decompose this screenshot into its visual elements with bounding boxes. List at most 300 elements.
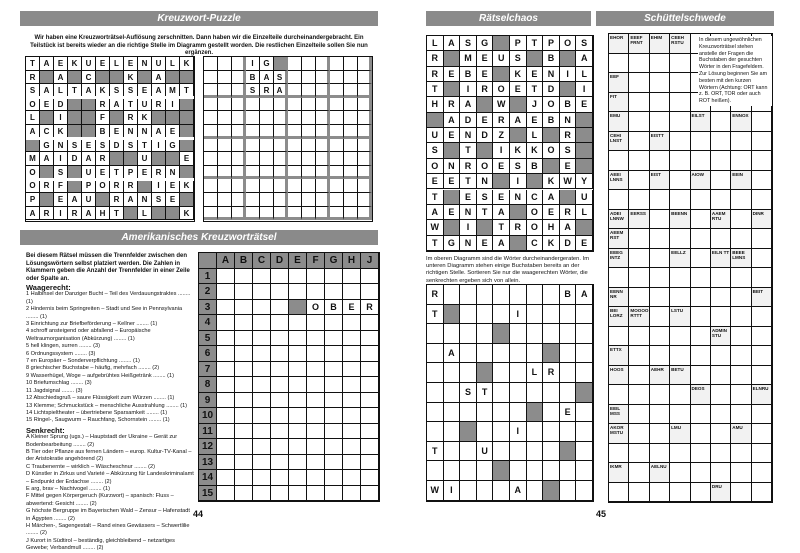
- schuettel-answer-cell[interactable]: [609, 483, 629, 503]
- answer-cell[interactable]: [361, 284, 379, 300]
- target-cell[interactable]: [302, 166, 316, 180]
- chaos-bottom-cell[interactable]: [576, 363, 593, 383]
- answer-cell[interactable]: [235, 377, 253, 393]
- answer-cell[interactable]: [343, 315, 361, 331]
- schuettel-answer-cell[interactable]: [650, 307, 670, 327]
- chaos-bottom-cell[interactable]: [444, 383, 461, 403]
- chaos-bottom-cell[interactable]: [493, 324, 510, 344]
- chaos-bottom-cell[interactable]: [576, 305, 593, 325]
- target-cell[interactable]: [288, 71, 302, 85]
- target-cell[interactable]: [302, 71, 316, 85]
- schuettel-answer-cell[interactable]: [670, 288, 690, 308]
- schuettel-answer-cell[interactable]: [609, 444, 629, 464]
- chaos-bottom-cell[interactable]: [560, 383, 577, 403]
- schuettel-answer-cell[interactable]: [691, 288, 711, 308]
- chaos-bottom-cell[interactable]: [543, 481, 560, 501]
- answer-cell[interactable]: [289, 393, 307, 409]
- target-cell[interactable]: [358, 125, 372, 139]
- schuettel-answer-cell[interactable]: [650, 405, 670, 425]
- answer-cell[interactable]: [253, 269, 271, 285]
- chaos-bottom-cell[interactable]: [460, 481, 477, 501]
- answer-cell[interactable]: [235, 269, 253, 285]
- answer-cell[interactable]: [217, 362, 235, 378]
- answer-cell[interactable]: [307, 393, 325, 409]
- answer-cell[interactable]: [289, 362, 307, 378]
- answer-cell[interactable]: [235, 393, 253, 409]
- target-cell[interactable]: [218, 179, 232, 193]
- target-cell[interactable]: [316, 179, 330, 193]
- answer-cell[interactable]: [289, 284, 307, 300]
- schuettel-answer-cell[interactable]: [609, 385, 629, 405]
- schuettel-answer-cell[interactable]: [711, 346, 731, 366]
- target-cell[interactable]: [330, 125, 344, 139]
- answer-cell[interactable]: [361, 393, 379, 409]
- schuettel-answer-cell[interactable]: [650, 210, 670, 230]
- chaos-bottom-cell[interactable]: [527, 422, 544, 442]
- answer-cell[interactable]: [343, 269, 361, 285]
- answer-cell[interactable]: [343, 331, 361, 347]
- answer-cell[interactable]: [253, 300, 271, 316]
- answer-cell[interactable]: [361, 455, 379, 471]
- answer-cell[interactable]: [271, 393, 289, 409]
- chaos-bottom-cell[interactable]: [460, 344, 477, 364]
- chaos-bottom-cell[interactable]: [576, 403, 593, 423]
- schuettel-answer-cell[interactable]: [711, 112, 731, 132]
- answer-cell[interactable]: [271, 315, 289, 331]
- target-cell[interactable]: [330, 207, 344, 221]
- target-cell[interactable]: [302, 207, 316, 221]
- answer-cell[interactable]: [289, 424, 307, 440]
- schuettel-answer-cell[interactable]: [629, 268, 649, 288]
- target-cell[interactable]: [288, 111, 302, 125]
- chaos-bottom-cell[interactable]: [460, 442, 477, 462]
- chaos-bottom-cell[interactable]: T: [427, 305, 444, 325]
- schuettel-answer-cell[interactable]: [752, 190, 772, 210]
- schuettel-answer-cell[interactable]: [752, 249, 772, 269]
- answer-cell[interactable]: [307, 377, 325, 393]
- schuettel-answer-cell[interactable]: [670, 405, 690, 425]
- target-cell[interactable]: [204, 98, 218, 112]
- schuettel-answer-cell[interactable]: [711, 171, 731, 191]
- target-cell[interactable]: [232, 125, 246, 139]
- chaos-bottom-cell[interactable]: [510, 383, 527, 403]
- chaos-bottom-cell[interactable]: [477, 481, 494, 501]
- target-cell[interactable]: [246, 111, 260, 125]
- schuettel-answer-cell[interactable]: [629, 327, 649, 347]
- target-cell[interactable]: [204, 152, 218, 166]
- target-cell[interactable]: [260, 193, 274, 207]
- chaos-bottom-cell[interactable]: [493, 305, 510, 325]
- target-cell[interactable]: [218, 139, 232, 153]
- answer-cell[interactable]: [343, 393, 361, 409]
- chaos-bottom-cell[interactable]: [477, 285, 494, 305]
- schuettel-answer-cell[interactable]: [752, 327, 772, 347]
- target-cell[interactable]: [274, 193, 288, 207]
- target-cell[interactable]: [358, 152, 372, 166]
- schuettel-answer-cell[interactable]: [609, 151, 629, 171]
- schuettel-answer-cell[interactable]: [650, 288, 670, 308]
- schuettel-answer-cell[interactable]: [752, 424, 772, 444]
- schuettel-answer-cell[interactable]: [629, 132, 649, 152]
- schuettel-answer-cell[interactable]: [711, 288, 731, 308]
- target-cell[interactable]: [218, 57, 232, 71]
- target-cell[interactable]: I: [246, 57, 260, 71]
- chaos-bottom-cell[interactable]: [427, 344, 444, 364]
- chaos-bottom-cell[interactable]: [543, 461, 560, 481]
- schuettel-answer-cell[interactable]: [711, 463, 731, 483]
- chaos-bottom-cell[interactable]: S: [460, 383, 477, 403]
- chaos-bottom-cell[interactable]: R: [543, 363, 560, 383]
- chaos-bottom-cell[interactable]: [527, 344, 544, 364]
- answer-cell[interactable]: [289, 346, 307, 362]
- answer-cell[interactable]: [343, 346, 361, 362]
- target-cell[interactable]: [358, 179, 372, 193]
- target-cell[interactable]: [274, 57, 288, 71]
- chaos-bottom-cell[interactable]: [493, 383, 510, 403]
- schuettel-answer-cell[interactable]: [711, 405, 731, 425]
- chaos-bottom-cell[interactable]: [576, 442, 593, 462]
- chaos-bottom-cell[interactable]: [527, 305, 544, 325]
- target-cell[interactable]: [232, 84, 246, 98]
- chaos-bottom-cell[interactable]: [527, 383, 544, 403]
- target-cell[interactable]: [260, 207, 274, 221]
- answer-cell[interactable]: [325, 269, 343, 285]
- answer-cell[interactable]: [289, 377, 307, 393]
- chaos-bottom-cell[interactable]: A: [444, 344, 461, 364]
- answer-cell[interactable]: [343, 377, 361, 393]
- schuettel-answer-cell[interactable]: [752, 268, 772, 288]
- chaos-bottom-cell[interactable]: [510, 403, 527, 423]
- schuettel-answer-cell[interactable]: [670, 151, 690, 171]
- schuettel-answer-cell[interactable]: [691, 190, 711, 210]
- chaos-bottom-cell[interactable]: [527, 324, 544, 344]
- target-cell[interactable]: [344, 193, 358, 207]
- schuettel-answer-cell[interactable]: [691, 307, 711, 327]
- chaos-bottom-cell[interactable]: [493, 461, 510, 481]
- chaos-bottom-cell[interactable]: [560, 324, 577, 344]
- answer-cell[interactable]: [271, 470, 289, 486]
- target-cell[interactable]: [274, 111, 288, 125]
- schuettel-answer-cell[interactable]: [731, 307, 751, 327]
- answer-cell[interactable]: [289, 269, 307, 285]
- answer-cell[interactable]: [325, 408, 343, 424]
- schuettel-answer-cell[interactable]: [629, 249, 649, 269]
- target-cell[interactable]: [246, 125, 260, 139]
- schuettel-answer-cell[interactable]: [731, 444, 751, 464]
- chaos-bottom-cell[interactable]: [444, 422, 461, 442]
- answer-cell[interactable]: [235, 408, 253, 424]
- answer-cell[interactable]: [361, 362, 379, 378]
- chaos-bottom-cell[interactable]: [543, 285, 560, 305]
- target-cell[interactable]: [232, 111, 246, 125]
- target-cell[interactable]: [344, 152, 358, 166]
- schuettel-answer-cell[interactable]: [629, 151, 649, 171]
- target-cell[interactable]: B: [246, 71, 260, 85]
- target-cell[interactable]: [316, 84, 330, 98]
- answer-cell[interactable]: [343, 486, 361, 502]
- target-cell[interactable]: R: [260, 84, 274, 98]
- chaos-bottom-cell[interactable]: [527, 481, 544, 501]
- schuettel-answer-cell[interactable]: [752, 171, 772, 191]
- schuettel-answer-cell[interactable]: [752, 132, 772, 152]
- target-cell[interactable]: [302, 193, 316, 207]
- answer-cell[interactable]: [217, 300, 235, 316]
- target-cell[interactable]: [330, 179, 344, 193]
- answer-cell[interactable]: [271, 439, 289, 455]
- target-cell[interactable]: [288, 152, 302, 166]
- answer-cell[interactable]: [361, 424, 379, 440]
- schuettel-answer-cell[interactable]: [670, 444, 690, 464]
- target-cell[interactable]: [316, 57, 330, 71]
- answer-cell[interactable]: [235, 486, 253, 502]
- schuettel-answer-cell[interactable]: [711, 190, 731, 210]
- target-cell[interactable]: [274, 207, 288, 221]
- target-cell[interactable]: [316, 111, 330, 125]
- chaos-bottom-cell[interactable]: [510, 363, 527, 383]
- schuettel-answer-cell[interactable]: [650, 385, 670, 405]
- answer-cell[interactable]: [307, 470, 325, 486]
- schuettel-answer-cell[interactable]: [670, 483, 690, 503]
- schuettel-answer-cell[interactable]: [650, 151, 670, 171]
- schuettel-answer-cell[interactable]: [711, 366, 731, 386]
- target-cell[interactable]: [302, 98, 316, 112]
- answer-cell[interactable]: [271, 362, 289, 378]
- chaos-bottom-cell[interactable]: [560, 481, 577, 501]
- answer-cell[interactable]: [307, 439, 325, 455]
- answer-cell[interactable]: [325, 424, 343, 440]
- schuettel-answer-cell[interactable]: [629, 112, 649, 132]
- chaos-bottom-cell[interactable]: [477, 344, 494, 364]
- schuettel-answer-cell[interactable]: [650, 346, 670, 366]
- schuettel-answer-cell[interactable]: [752, 444, 772, 464]
- answer-cell[interactable]: [343, 470, 361, 486]
- schuettel-answer-cell[interactable]: [650, 54, 670, 74]
- target-cell[interactable]: [302, 152, 316, 166]
- schuettel-answer-cell[interactable]: [629, 366, 649, 386]
- target-cell[interactable]: [260, 125, 274, 139]
- answer-cell[interactable]: [343, 284, 361, 300]
- schuettel-answer-cell[interactable]: [629, 288, 649, 308]
- schuettel-answer-cell[interactable]: [629, 346, 649, 366]
- schuettel-answer-cell[interactable]: [691, 132, 711, 152]
- schuettel-answer-cell[interactable]: [752, 112, 772, 132]
- target-cell[interactable]: [344, 71, 358, 85]
- target-cell[interactable]: [274, 166, 288, 180]
- chaos-bottom-cell[interactable]: [510, 442, 527, 462]
- target-cell[interactable]: [260, 139, 274, 153]
- answer-cell[interactable]: [253, 393, 271, 409]
- answer-cell[interactable]: [343, 439, 361, 455]
- answer-cell[interactable]: [289, 486, 307, 502]
- chaos-bottom-cell[interactable]: [543, 403, 560, 423]
- chaos-bottom-cell[interactable]: [427, 422, 444, 442]
- chaos-bottom-cell[interactable]: [510, 344, 527, 364]
- target-cell[interactable]: [344, 111, 358, 125]
- target-cell[interactable]: [358, 98, 372, 112]
- schuettel-answer-cell[interactable]: [731, 229, 751, 249]
- schuettel-answer-cell[interactable]: [629, 190, 649, 210]
- chaos-bottom-cell[interactable]: [543, 442, 560, 462]
- schuettel-answer-cell[interactable]: [629, 171, 649, 191]
- schuettel-answer-cell[interactable]: [629, 405, 649, 425]
- target-cell[interactable]: A: [260, 71, 274, 85]
- schuettel-answer-cell[interactable]: [650, 483, 670, 503]
- answer-cell[interactable]: [325, 377, 343, 393]
- target-cell[interactable]: [218, 71, 232, 85]
- chaos-bottom-cell[interactable]: [444, 305, 461, 325]
- schuettel-answer-cell[interactable]: [629, 444, 649, 464]
- target-cell[interactable]: [204, 111, 218, 125]
- answer-cell[interactable]: [217, 470, 235, 486]
- chaos-bottom-cell[interactable]: [576, 324, 593, 344]
- chaos-bottom-cell[interactable]: [427, 403, 444, 423]
- target-cell[interactable]: [218, 111, 232, 125]
- answer-cell[interactable]: [235, 346, 253, 362]
- schuettel-answer-cell[interactable]: [691, 483, 711, 503]
- answer-cell[interactable]: [307, 315, 325, 331]
- schuettel-answer-cell[interactable]: [731, 405, 751, 425]
- chaos-bottom-cell[interactable]: [444, 403, 461, 423]
- chaos-bottom-cell[interactable]: [560, 461, 577, 481]
- target-cell[interactable]: [232, 57, 246, 71]
- amerikanisches-grid[interactable]: [198, 252, 380, 502]
- target-cell[interactable]: [288, 207, 302, 221]
- schuettel-answer-cell[interactable]: [752, 151, 772, 171]
- schuettel-answer-cell[interactable]: [691, 424, 711, 444]
- target-cell[interactable]: [288, 193, 302, 207]
- schuettel-answer-cell[interactable]: [731, 151, 751, 171]
- target-cell[interactable]: [330, 166, 344, 180]
- target-cell[interactable]: [204, 125, 218, 139]
- schuettel-answer-cell[interactable]: [711, 307, 731, 327]
- schuettel-answer-cell[interactable]: [609, 327, 629, 347]
- answer-cell[interactable]: [217, 346, 235, 362]
- target-cell[interactable]: [204, 166, 218, 180]
- answer-cell[interactable]: [253, 284, 271, 300]
- chaos-bottom-cell[interactable]: [460, 403, 477, 423]
- schuettel-answer-cell[interactable]: [731, 327, 751, 347]
- chaos-bottom-cell[interactable]: [493, 481, 510, 501]
- answer-cell[interactable]: B: [325, 300, 343, 316]
- schuettel-answer-cell[interactable]: [711, 385, 731, 405]
- answer-cell[interactable]: [271, 424, 289, 440]
- chaos-bottom-cell[interactable]: [493, 285, 510, 305]
- target-cell[interactable]: [246, 179, 260, 193]
- chaos-bottom-cell[interactable]: T: [477, 383, 494, 403]
- chaos-bottom-cell[interactable]: E: [560, 403, 577, 423]
- schuettel-answer-cell[interactable]: [711, 132, 731, 152]
- target-cell[interactable]: [316, 152, 330, 166]
- target-cell[interactable]: [358, 71, 372, 85]
- answer-cell[interactable]: [235, 300, 253, 316]
- chaos-bottom-cell[interactable]: [510, 461, 527, 481]
- target-cell[interactable]: [246, 207, 260, 221]
- answer-cell[interactable]: [253, 439, 271, 455]
- chaos-bottom-grid[interactable]: [426, 284, 594, 502]
- target-cell[interactable]: [218, 98, 232, 112]
- target-cell[interactable]: [260, 179, 274, 193]
- target-cell[interactable]: [218, 152, 232, 166]
- schuettel-answer-cell[interactable]: [629, 463, 649, 483]
- answer-cell[interactable]: [361, 377, 379, 393]
- chaos-bottom-cell[interactable]: [510, 324, 527, 344]
- target-cell[interactable]: [330, 57, 344, 71]
- schuettel-answer-cell[interactable]: [629, 424, 649, 444]
- target-cell[interactable]: [274, 179, 288, 193]
- target-cell[interactable]: [358, 166, 372, 180]
- chaos-bottom-cell[interactable]: [460, 461, 477, 481]
- target-cell[interactable]: [204, 207, 218, 221]
- chaos-bottom-cell[interactable]: [427, 383, 444, 403]
- chaos-bottom-cell[interactable]: [444, 285, 461, 305]
- answer-cell[interactable]: [361, 439, 379, 455]
- target-cell[interactable]: [232, 166, 246, 180]
- answer-cell[interactable]: [325, 284, 343, 300]
- chaos-bottom-cell[interactable]: [576, 461, 593, 481]
- schuettel-answer-cell[interactable]: [670, 171, 690, 191]
- answer-cell[interactable]: [343, 362, 361, 378]
- target-cell[interactable]: [204, 139, 218, 153]
- target-cell[interactable]: A: [274, 84, 288, 98]
- target-cell[interactable]: [316, 125, 330, 139]
- chaos-bottom-cell[interactable]: [543, 422, 560, 442]
- schuettel-answer-cell[interactable]: [691, 229, 711, 249]
- chaos-bottom-cell[interactable]: I: [510, 305, 527, 325]
- schuettel-answer-cell[interactable]: [691, 249, 711, 269]
- answer-cell[interactable]: [325, 486, 343, 502]
- answer-cell[interactable]: [235, 470, 253, 486]
- chaos-bottom-cell[interactable]: [460, 285, 477, 305]
- target-cell[interactable]: [302, 111, 316, 125]
- answer-cell[interactable]: [253, 470, 271, 486]
- target-cell[interactable]: [246, 98, 260, 112]
- answer-cell[interactable]: [289, 300, 307, 316]
- target-cell[interactable]: [344, 57, 358, 71]
- schuettel-answer-cell[interactable]: [629, 483, 649, 503]
- schuettel-answer-cell[interactable]: [609, 268, 629, 288]
- schuettel-answer-cell[interactable]: [650, 268, 670, 288]
- answer-cell[interactable]: [325, 315, 343, 331]
- answer-cell[interactable]: [235, 362, 253, 378]
- chaos-bottom-cell[interactable]: T: [427, 442, 444, 462]
- schuettel-answer-cell[interactable]: [691, 151, 711, 171]
- answer-cell[interactable]: [307, 346, 325, 362]
- answer-cell[interactable]: [271, 377, 289, 393]
- target-cell[interactable]: [288, 57, 302, 71]
- target-cell[interactable]: [330, 98, 344, 112]
- chaos-bottom-cell[interactable]: [477, 461, 494, 481]
- schuettel-answer-cell[interactable]: [650, 190, 670, 210]
- answer-cell[interactable]: [235, 315, 253, 331]
- answer-cell[interactable]: [343, 424, 361, 440]
- target-cell[interactable]: G: [260, 57, 274, 71]
- answer-cell[interactable]: [325, 470, 343, 486]
- target-cell[interactable]: [204, 193, 218, 207]
- chaos-bottom-cell[interactable]: [493, 422, 510, 442]
- chaos-bottom-cell[interactable]: U: [477, 442, 494, 462]
- answer-cell[interactable]: [271, 269, 289, 285]
- answer-cell[interactable]: [217, 377, 235, 393]
- schuettel-answer-cell[interactable]: [752, 229, 772, 249]
- answer-cell[interactable]: O: [307, 300, 325, 316]
- answer-cell[interactable]: [217, 408, 235, 424]
- schuettel-answer-cell[interactable]: [691, 444, 711, 464]
- target-cell[interactable]: [218, 207, 232, 221]
- target-cell[interactable]: [246, 152, 260, 166]
- target-cell[interactable]: [274, 125, 288, 139]
- schuettel-answer-cell[interactable]: [691, 463, 711, 483]
- schuettel-answer-cell[interactable]: [670, 463, 690, 483]
